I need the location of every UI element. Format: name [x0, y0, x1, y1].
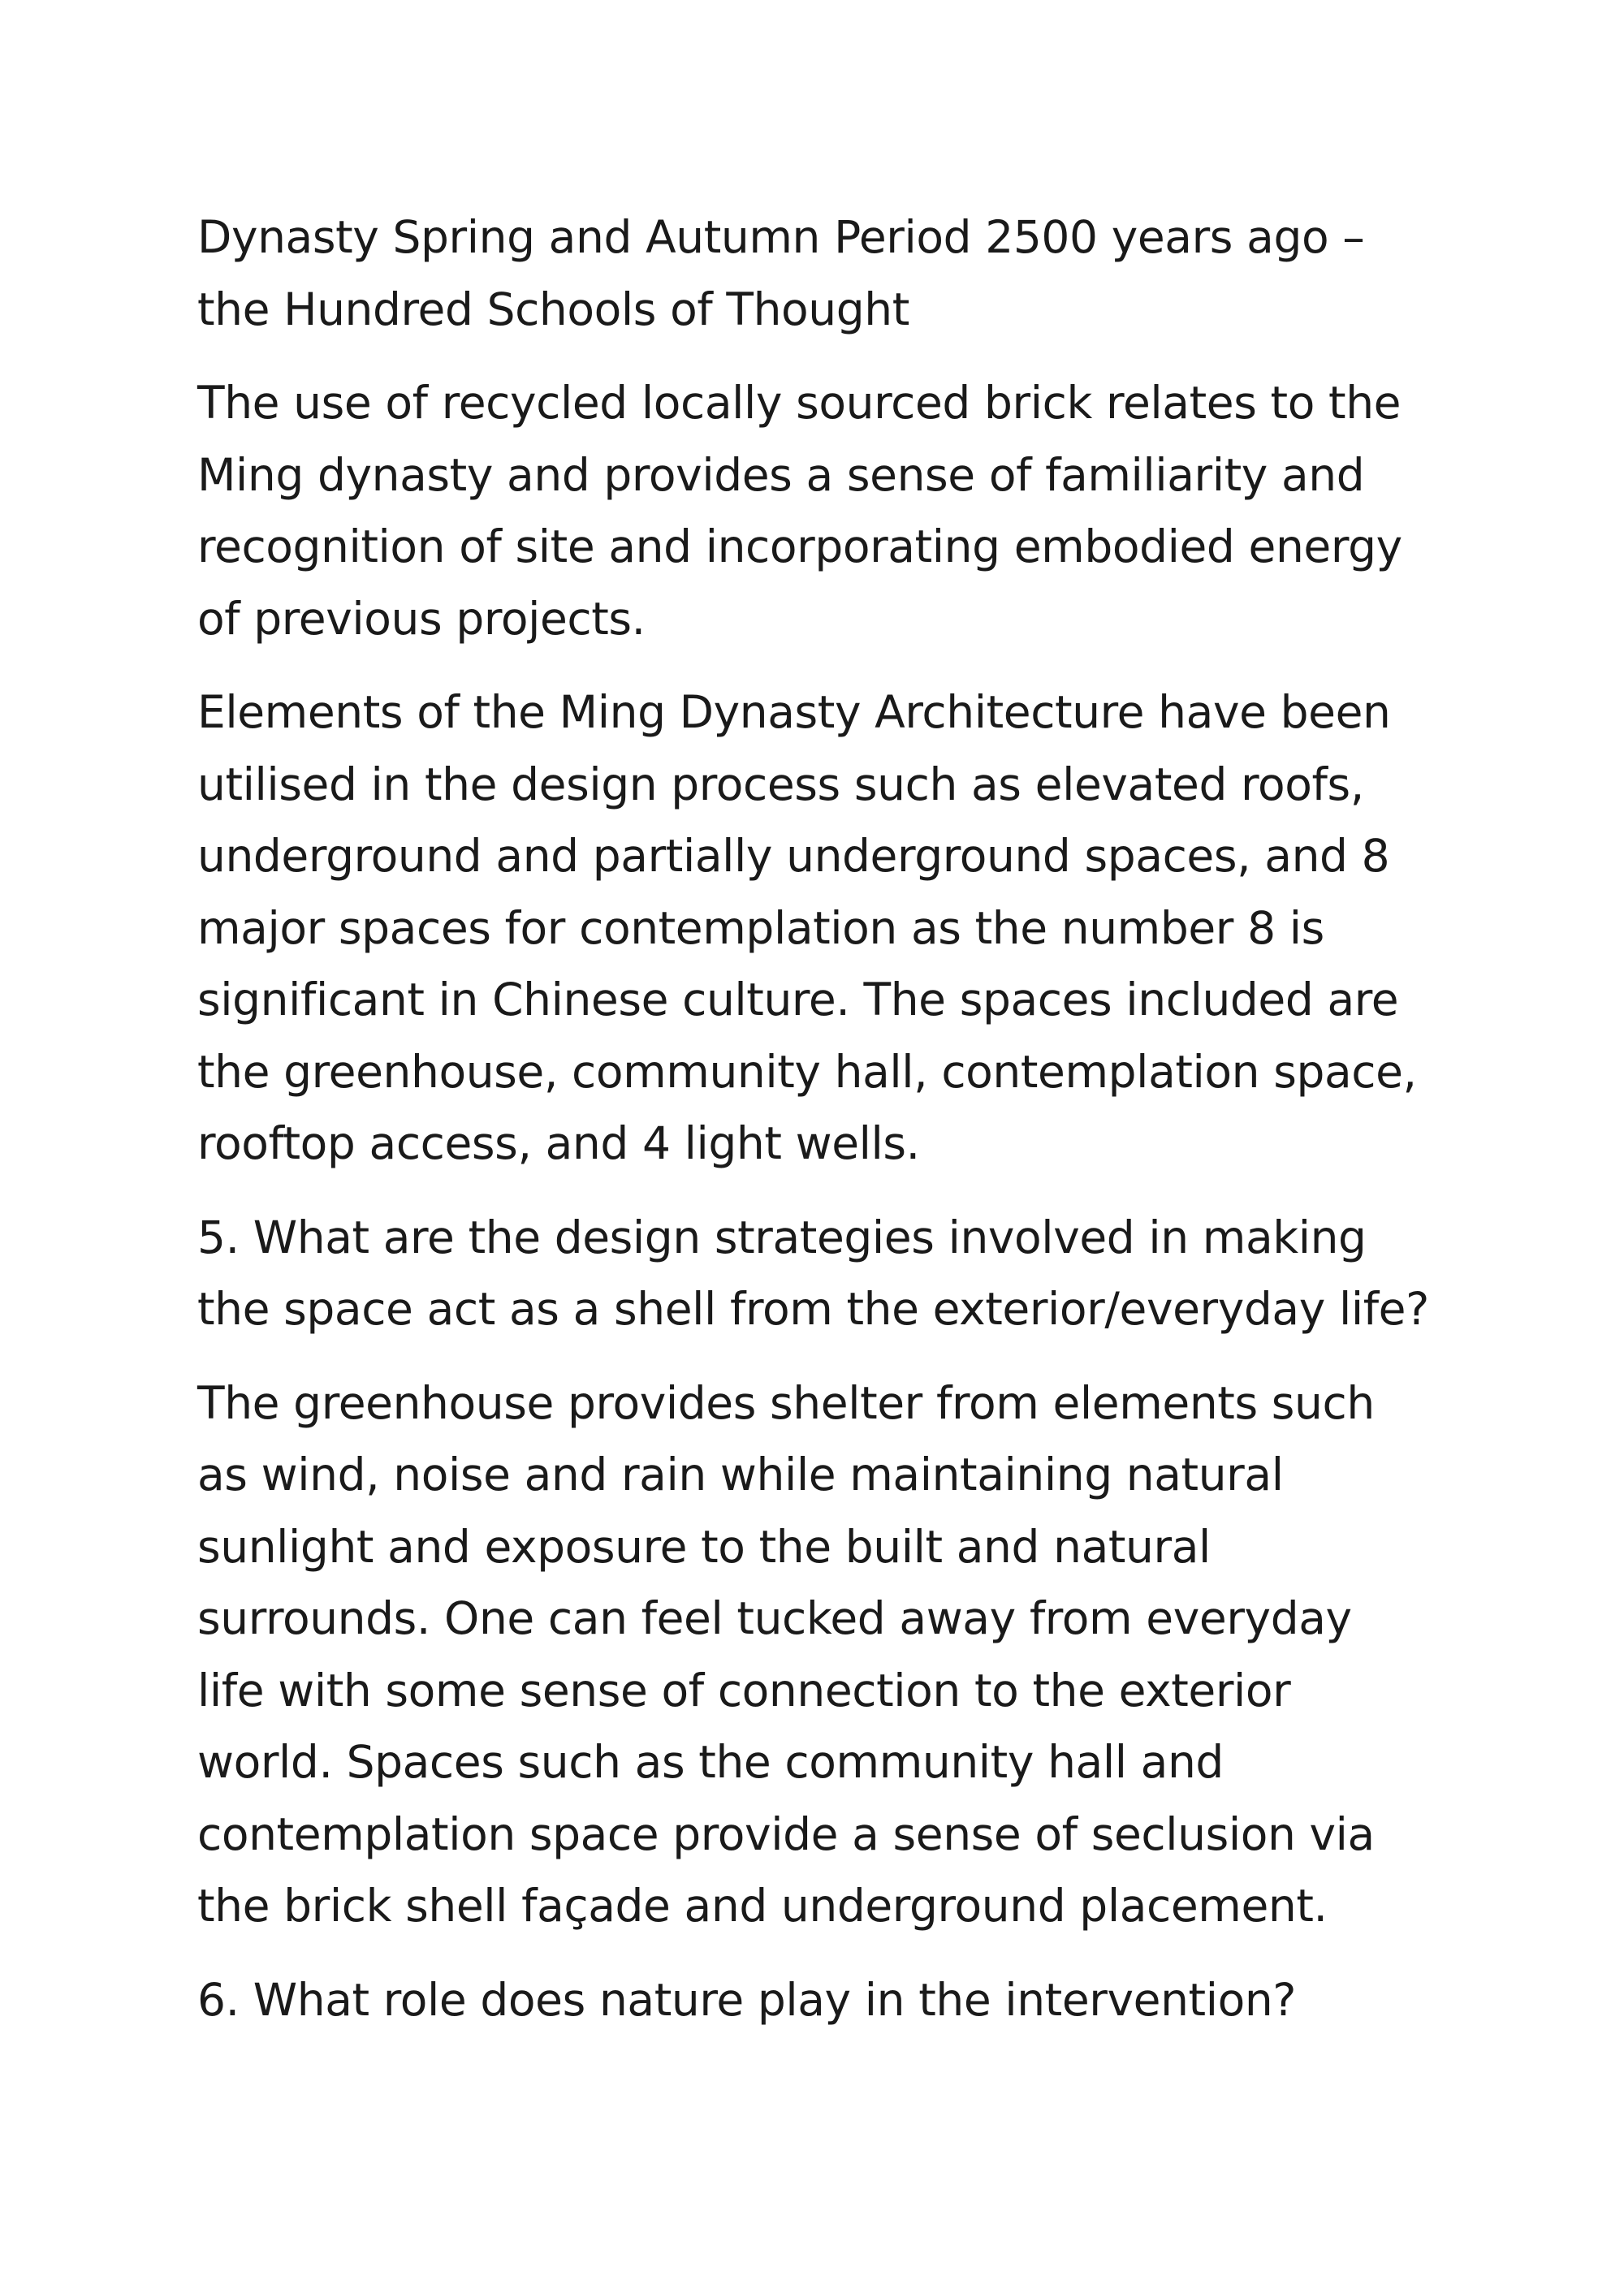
text-line: Dynasty Spring and Autumn Period 2500 years ago –: [197, 211, 1365, 263]
text-line: of previous projects.: [197, 592, 646, 645]
text-line: significant in Chinese culture. The spaces included are: [197, 974, 1399, 1026]
text-line: the brick shell façade and underground placement.: [197, 1880, 1328, 1932]
text-line: surrounds. One can feel tucked away from everyday: [197, 1592, 1352, 1644]
text-line: The use of recycled locally sourced brick relates to the: [197, 377, 1402, 429]
text-line: utilised in the design process such as elevated roofs,: [197, 758, 1364, 810]
paragraph-dynasty-heading: [197, 201, 1464, 345]
text-line: the space act as a shell from the exterior/everyday life?: [197, 1283, 1429, 1335]
text-line: Ming dynasty and provides a sense of familiarity and: [197, 448, 1365, 501]
question-6: [197, 1964, 1464, 2036]
document-body: [197, 201, 1464, 2058]
text-line: The greenhouse provides shelter from elements such: [197, 1376, 1375, 1429]
paragraph-ming-elements: [197, 676, 1464, 1180]
text-line: the Hundred Schools of Thought: [197, 283, 909, 335]
text-line: as wind, noise and rain while maintaining natural: [197, 1449, 1284, 1501]
paragraph-greenhouse-answer: [197, 1367, 1464, 1942]
text-line: 5. What are the design strategies involved in making: [197, 1211, 1367, 1263]
text-line: world. Spaces such as the community hall and: [197, 1736, 1224, 1788]
text-line: 6. What role does nature play in the intervention?: [197, 1973, 1297, 2026]
text-line: rooftop access, and 4 light wells.: [197, 1117, 920, 1169]
text-line: the greenhouse, community hall, contemplation space,: [197, 1045, 1417, 1098]
text-line: underground and partially underground spaces, and 8: [197, 830, 1390, 882]
text-line: recognition of site and incorporating embodied energy: [197, 520, 1402, 572]
text-line: sunlight and exposure to the built and natural: [197, 1520, 1211, 1573]
paragraph-recycled-brick: [197, 367, 1464, 654]
text-line: Elements of the Ming Dynasty Architecture have been: [197, 686, 1391, 738]
text-line: major spaces for contemplation as the number 8 is: [197, 901, 1324, 954]
text-line: contemplation space provide a sense of seclusion via: [197, 1807, 1375, 1860]
question-5: [197, 1202, 1464, 1345]
text-line: life with some sense of connection to the exterior: [197, 1664, 1291, 1717]
